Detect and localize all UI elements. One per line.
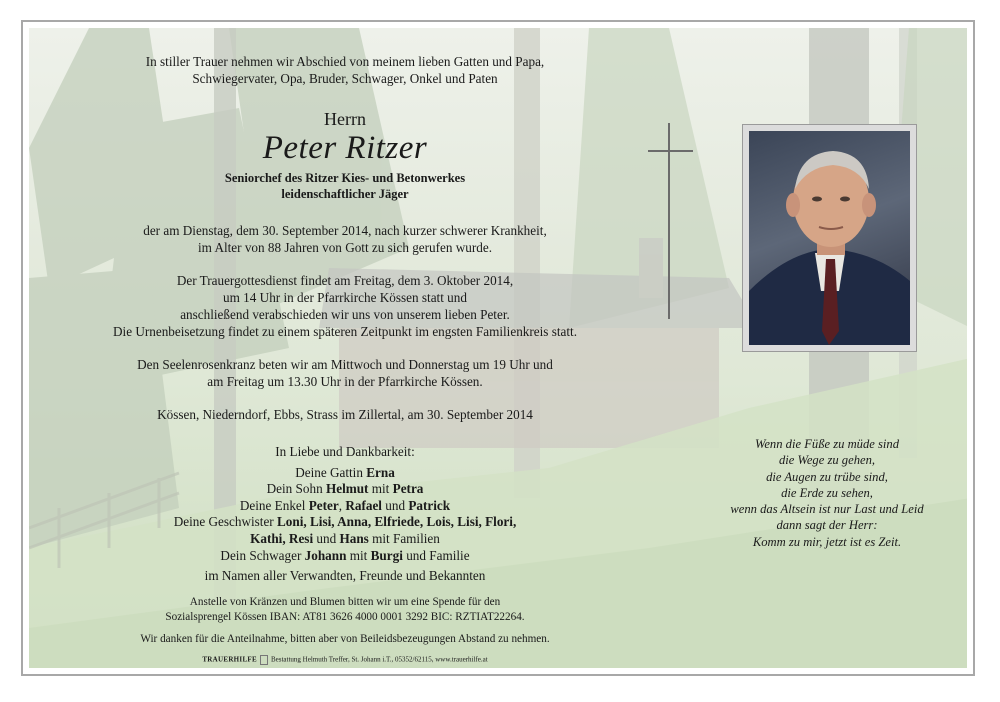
service-info — [60, 272, 630, 340]
death-line-2: im Alter von 88 Jahren von Gott zu sich gerufen wurde. — [197, 240, 493, 255]
footer-text: Bestattung Helmuth Treffer, St. Johann i.T., 05352/62115, www.trauerhilfe.at — [270, 655, 488, 664]
donation-info — [60, 595, 630, 625]
intro-text — [60, 53, 630, 87]
cross-icon — [668, 123, 670, 319]
footer — [60, 655, 630, 665]
family-others: im Namen aller Verwandten, Freunde und Bekannten — [204, 568, 486, 584]
footer-logo: TRAUERHILFE — [202, 655, 257, 664]
poem-line: wenn das Altsein ist nur Last und Leid — [730, 502, 924, 517]
rosary-info — [60, 356, 630, 390]
donation-line-1: Anstelle von Kränzen und Blumen bitten wir um eine Spende für den — [189, 596, 501, 608]
poem-line: Wenn die Füße zu müde sind — [755, 437, 899, 451]
role-line-1: Seniorchef des Ritzer Kies- und Betonwerkes — [224, 171, 466, 185]
family-enkel: Deine Enkel Peter, Rafael und Patrick — [239, 497, 451, 513]
footer-logo-icon — [260, 655, 268, 665]
salutation: Herrn — [324, 109, 366, 129]
role-line-2: leidenschaftlicher Jäger — [281, 187, 409, 201]
poem-line: dann sagt der Herr: — [776, 518, 878, 533]
poem-line: Komm zu mir, jetzt ist es Zeit. — [752, 534, 902, 549]
roles — [60, 170, 630, 202]
poem-line: die Erde zu sehen, — [781, 485, 873, 500]
deceased-name: Peter Ritzer — [262, 130, 428, 166]
service-line-3: anschließend verabschieden wir uns von unserem lieben Peter. — [180, 307, 510, 322]
place-date: Kössen, Niederndorf, Ebbs, Strass im Zillertal, am 30. September 2014 — [157, 407, 533, 422]
family-geschwister: Deine Geschwister Loni, Lisi, Anna, Elfriede, Lois, Lisi, Flori, — [173, 514, 517, 530]
poem-line: die Augen zu trübe sind, — [766, 469, 888, 484]
family-geschwister-2: Kathi, Resi und Hans mit Familien — [250, 530, 440, 546]
family-list — [60, 444, 630, 585]
cross-icon-bar — [648, 150, 693, 152]
family-sohn: Dein Sohn Helmut mit Petra — [266, 481, 424, 497]
poem — [712, 436, 942, 550]
rosary-line-1: Den Seelenrosenkranz beten wir am Mittwoch und Donnerstag um 19 Uhr und — [137, 357, 553, 372]
family-schwager: Dein Schwager Johann mit Burgi und Familie — [220, 547, 470, 563]
family-heading: In Liebe und Dankbarkeit: — [275, 444, 415, 459]
intro-line-1: In stiller Trauer nehmen wir Abschied von meinem lieben Gatten und Papa, — [145, 54, 545, 69]
service-line-4: Die Urnenbeisetzung findet zu einem späteren Zeitpunkt im engsten Familienkreis statt. — [113, 324, 577, 339]
portrait-frame — [742, 124, 917, 352]
donation-line-2: Sozialsprengel Kössen IBAN: AT81 3626 4000 0001 3292 BIC: RZTIAT22264. — [165, 611, 525, 623]
portrait-photo — [749, 131, 910, 345]
intro-line-2: Schwiegervater, Opa, Bruder, Schwager, Onkel und Paten — [192, 71, 498, 86]
thanks-note: Wir danken für die Anteilnahme, bitten aber von Beileidsbezeugungen Abstand zu nehmen. — [140, 633, 550, 645]
family-gattin: Deine Gattin Erna — [295, 464, 395, 480]
rosary-line-2: am Freitag um 13.30 Uhr in der Pfarrkirche Kössen. — [207, 374, 483, 389]
service-line-1: Der Trauergottesdienst findet am Freitag, dem 3. Oktober 2014, — [176, 273, 514, 288]
poem-line: die Wege zu gehen, — [778, 453, 876, 468]
death-notice — [60, 222, 630, 256]
death-line-1: der am Dienstag, dem 30. September 2014, nach kurzer schwerer Krankheit, — [143, 223, 547, 238]
service-line-2: um 14 Uhr in der Pfarrkirche Kössen statt und — [223, 290, 467, 305]
